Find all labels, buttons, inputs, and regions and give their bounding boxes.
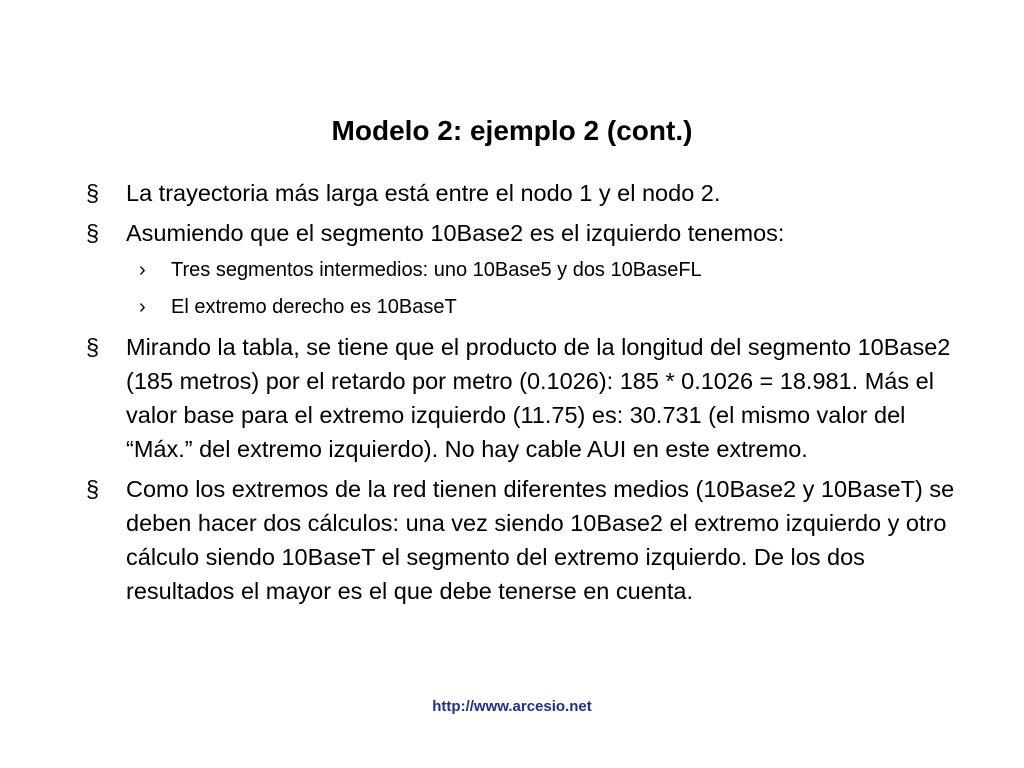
slide-title: Modelo 2: ejemplo 2 (cont.) <box>331 115 693 146</box>
section-bullet-icon: § <box>86 180 100 206</box>
bullet-item <box>86 330 956 466</box>
bullet-item <box>86 176 956 210</box>
section-bullet-icon: § <box>86 476 100 502</box>
footer-link[interactable]: http://www.arcesio.net <box>432 698 592 715</box>
sub-bullet-text: El extremo derecho es 10BaseT <box>171 296 457 318</box>
bullet-text: Asumiendo que el segmento 10Base2 es el izquierdo tenemos: <box>126 220 785 246</box>
chevron-bullet-icon: › <box>139 259 146 281</box>
sub-bullet-item <box>86 256 956 284</box>
sub-bullet-item <box>86 293 956 321</box>
bullet-text: Como los extremos de la red tienen diferentes medios (10Base2 y 10BaseT) se deben hacer dos cálculos: una vez siendo 10Base2 el extremo izquierdo y otro cálculo siendo 10BaseT el segmento del extremo izquierdo. De los dos resultados el mayor es el que debe tenerse en cuenta. <box>126 476 955 604</box>
section-bullet-icon: § <box>86 220 100 246</box>
bullet-list <box>86 176 956 614</box>
bullet-text: La trayectoria más larga está entre el nodo 1 y el nodo 2. <box>126 180 721 206</box>
sub-bullet-text: Tres segmentos intermedios: uno 10Base5 y dos 10BaseFL <box>171 259 702 281</box>
chevron-bullet-icon: › <box>139 296 146 318</box>
bullet-item <box>86 216 956 250</box>
bullet-text: Mirando la tabla, se tiene que el producto de la longitud del segmento 10Base2 (185 metros) por el retardo por metro (0.1026): 185 * 0.1026 = 18.981. Más el valor base para el extremo izquierdo (11.75) es: 30.731 (el mismo valor del “Máx.” del extremo izquierdo). No hay cable AUI en este extremo. <box>126 334 951 462</box>
bullet-item <box>86 472 956 608</box>
section-bullet-icon: § <box>86 334 100 360</box>
